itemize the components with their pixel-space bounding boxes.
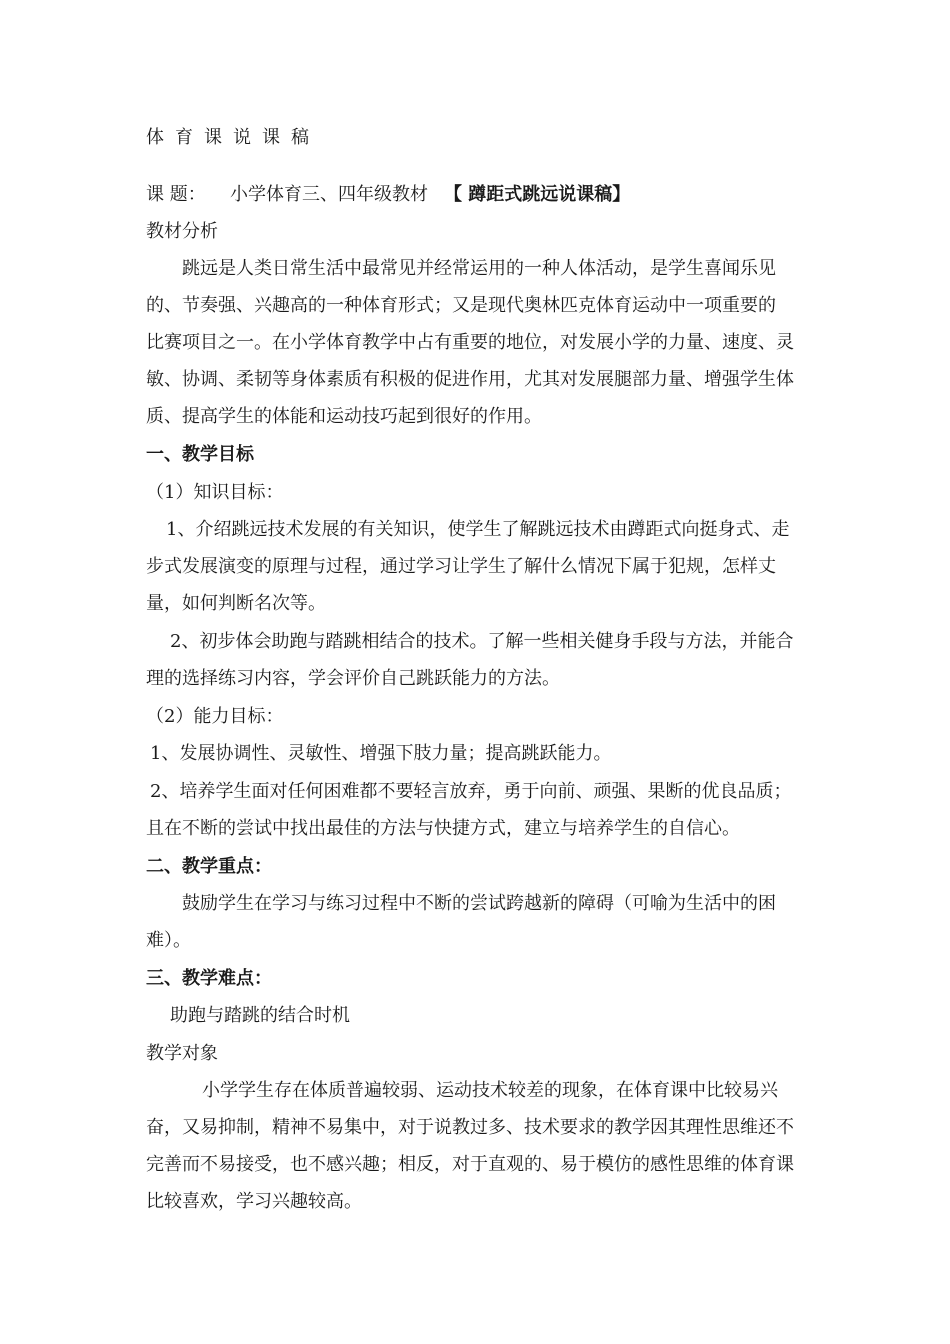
paragraph-line: 2、初步体会助跑与踏跳相结合的技术。了解一些相关健身手段与方法，并能合 (170, 631, 794, 652)
material-analysis-heading: 教材分析 (146, 221, 218, 242)
paragraph-line: 完善而不易接受，也不感兴趣；相反，对于直观的、易于模仿的感性思维的体育课 (146, 1154, 794, 1175)
paragraph-line: 跳远是人类日常生活中最常见并经常运用的一种人体活动，是学生喜闻乐见 (182, 258, 776, 279)
paragraph-line: 鼓励学生在学习与练习过程中不断的尝试跨越新的障碍（可喻为生活中的困 (182, 893, 776, 914)
paragraph-line: 理的选择练习内容，学会评价自己跳跃能力的方法。 (146, 668, 560, 689)
paragraph-line: 且在不断的尝试中找出最佳的方法与快捷方式，建立与培养学生的自信心。 (146, 818, 740, 839)
section-heading-difficulty: 三、教学难点： (146, 968, 272, 989)
audience-heading: 教学对象 (146, 1043, 218, 1064)
paragraph-line: 1、发展协调性、灵敏性、增强下肢力量；提高跳跃能力。 (150, 743, 612, 764)
paragraph-line: 小学学生存在体质普遍较弱、运动技术较差的现象，在体育课中比较易兴 (202, 1080, 778, 1101)
knowledge-goal-heading: （1）知识目标： (146, 482, 284, 503)
paragraph-line: 质、提高学生的体能和运动技巧起到很好的作用。 (146, 406, 542, 427)
section-heading-key: 二、教学重点： (146, 856, 272, 877)
paragraph-line: 助跑与踏跳的结合时机 (170, 1005, 350, 1026)
paragraph-line: 的、节奏强、兴趣高的一种体育形式；又是现代奥林匹克体育运动中一项重要的 (146, 295, 776, 316)
paragraph-line: 难）。 (146, 930, 191, 951)
paragraph-line: 比较喜欢，学习兴趣较高。 (146, 1191, 362, 1212)
paragraph-line: 步式发展演变的原理与过程，通过学习让学生了解什么情况下属于犯规，怎样丈 (146, 556, 776, 577)
paragraph-line: 奋，又易抑制，精神不易集中，对于说教过多、技术要求的教学因其理性思维还不 (146, 1117, 794, 1138)
subject-topic: 【 蹲距式跳远说课稿】 (444, 184, 631, 205)
document-title: 体育课说课稿 (146, 127, 320, 148)
subject-line (146, 183, 816, 207)
paragraph-line: 比赛项目之一。在小学体育教学中占有重要的地位，对发展小学的力量、速度、灵 (146, 332, 794, 353)
paragraph-line: 量，如何判断名次等。 (146, 593, 326, 614)
paragraph-line: 2、培养学生面对任何困难都不要轻言放弃，勇于向前、顽强、果断的优良品质； (150, 781, 792, 802)
subject-label: 课 题： (146, 184, 206, 205)
subject-text: 小学体育三、四年级教材 (230, 184, 428, 205)
section-heading-goals: 一、教学目标 (146, 444, 254, 465)
paragraph-line: 1、介绍跳远技术发展的有关知识，使学生了解跳远技术由蹲距式向挺身式、走 (166, 519, 790, 540)
paragraph-line: 敏、协调、柔韧等身体素质有积极的促进作用，尤其对发展腿部力量、增强学生体 (146, 369, 794, 390)
ability-goal-heading: （2）能力目标： (146, 706, 284, 727)
